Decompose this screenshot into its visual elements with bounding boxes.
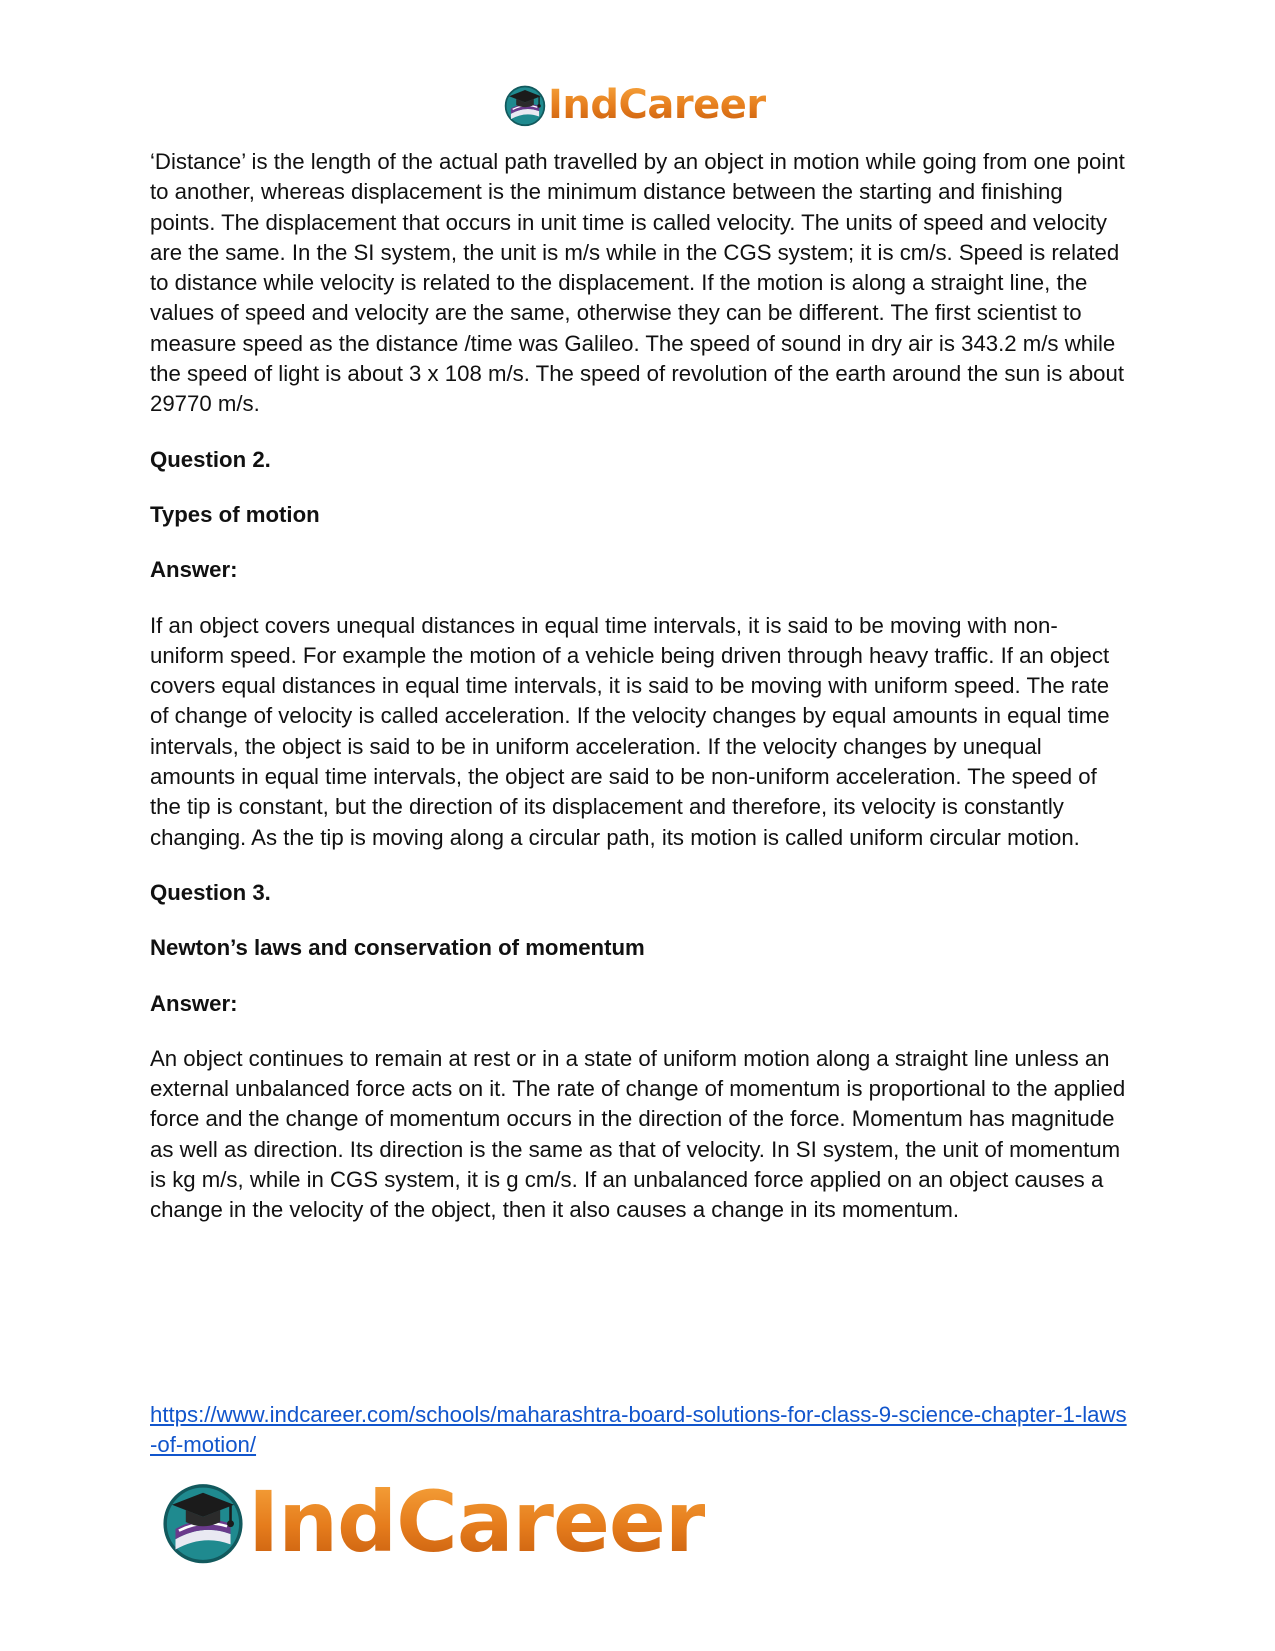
paragraph-types-of-motion: If an object covers unequal distances in equal time intervals, it is said to be moving with non-uniform speed. For example the motion of a vehicle being driven through heavy traffic. If an object covers equal distances in equal time intervals, it is said to be moving with uniform speed. The rate of change of velocity is called acceleration. If the velocity changes by equal amounts in equal time intervals, the object is said to be in uniform acceleration. If the velocity changes by unequal amounts in equal time intervals, the object are said to be non-uniform acceleration. The speed of the tip is constant, but the direction of its displacement and therefore, its velocity is constantly changing. As the tip is moving along a circular path, its motion is called uniform circular motion. bbox=[150, 612, 1110, 850]
graduation-cap-books-globe-icon bbox=[160, 1479, 246, 1565]
question-3-label: Question 3. bbox=[150, 879, 271, 905]
document-body bbox=[150, 147, 1128, 1226]
graduation-cap-books-globe-icon bbox=[503, 83, 547, 127]
footer-logo bbox=[160, 1472, 705, 1572]
question-2-label: Question 2. bbox=[150, 446, 271, 472]
source-url-link[interactable]: https://www.indcareer.com/schools/maharashtra-board-solutions-for-class-9-science-chapter-1-laws-of-motion/ bbox=[150, 1402, 1127, 1458]
question-2-answer-label: Answer: bbox=[150, 557, 238, 583]
paragraph-distance-velocity: ‘Distance’ is the length of the actual path travelled by an object in motion while going from one point to another, whereas displacement is the minimum distance between the starting and finishing points. The displacement that occurs in unit time is called velocity. The units of speed and velocity are the same. In the SI system, the unit is m/s while in the CGS system; it is cm/s. Speed is related to distance while velocity is related to the displacement. If the motion is along a straight line, the values of speed and velocity are the same, otherwise they can be different. The first scientist to measure speed as the distance /time was Galileo. The speed of sound in dry air is 343.2 m/s while the speed of light is about 3 x 108 m/s. The speed of revolution of the earth around the sun is about 29770 m/s. bbox=[150, 149, 1125, 417]
header-logo bbox=[503, 80, 766, 130]
paragraph-newtons-laws: An object continues to remain at rest or in a state of uniform motion along a straight line unless an external unbalanced force acts on it. The rate of change of momentum is proportional to the applied force and the change of momentum occurs in the direction of the force. Momentum has magnitude as well as direction. Its direction is the same as that of velocity. In SI system, the unit of momentum is kg m/s, while in CGS system, it is g cm/s. If an unbalanced force applied on an object causes a change in the velocity of the object, then it also causes a change in its momentum. bbox=[150, 1045, 1126, 1223]
question-3-topic: Newton’s laws and conservation of momentum bbox=[150, 935, 645, 961]
question-3-answer-label: Answer: bbox=[150, 990, 238, 1016]
brand-wordmark: IndCareer bbox=[248, 1473, 706, 1571]
brand-wordmark: IndCareer bbox=[548, 82, 766, 128]
question-2-topic: Types of motion bbox=[150, 501, 320, 527]
